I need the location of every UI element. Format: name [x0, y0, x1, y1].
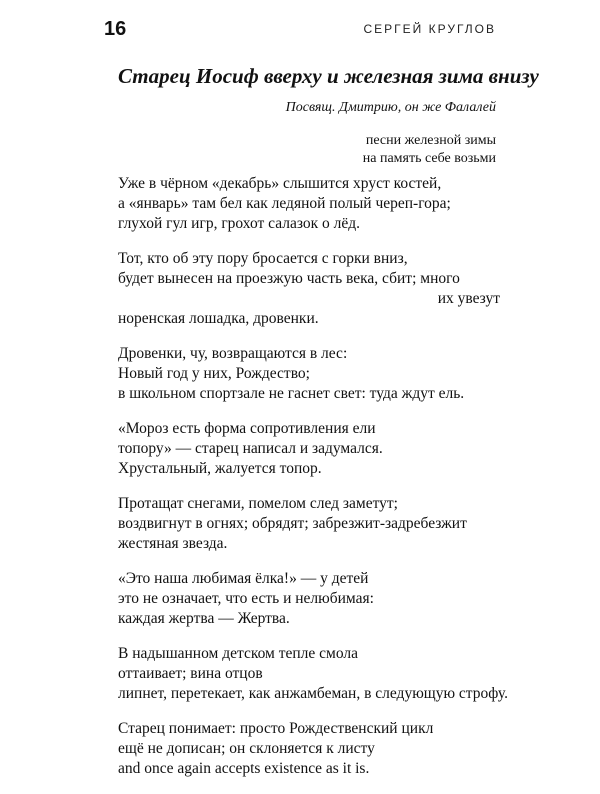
poem-line: Дровенки, чу, возвращаются в лес:	[118, 345, 348, 362]
epigraph-line: песни железной зимы	[365, 133, 496, 148]
page-number: 16	[104, 18, 127, 40]
epigraph-line: на память себе возьми	[362, 151, 496, 166]
poem-line: Уже в чёрном «декабрь» слышится хруст костей,	[118, 175, 442, 192]
poem-epigraph	[363, 132, 496, 168]
stanza	[118, 569, 500, 629]
poem-line: ещё не дописан; он склоняется к листу	[118, 740, 375, 757]
poem-title: Старец Иосиф вверху и железная зима внизу	[118, 64, 539, 88]
poem-line: липнет, перетекает, как анжамбеман, в следующую строфу.	[118, 685, 508, 702]
poem-line: воздвигнут в огнях; обрядят; забрезжит-задребезжит	[118, 515, 467, 532]
stanza	[118, 494, 500, 554]
poem-line: Новый год у них, Рождество;	[118, 365, 310, 382]
poem-line: норенская лошадка, дровенки.	[118, 310, 319, 327]
poem-line: оттаивает; вина отцов	[118, 665, 263, 682]
poem-line: and once again accepts existence as it is.	[118, 760, 370, 777]
poem-line: топору» — старец написал и задумался.	[118, 440, 383, 457]
poem-line: будет вынесен на проезжую часть века, сбит; много	[118, 270, 460, 287]
running-head-author: СЕРГЕЙ КРУГЛОВ	[363, 22, 496, 36]
stanza	[118, 419, 500, 479]
poem-line: каждая жертва — Жертва.	[118, 610, 290, 627]
stanza	[118, 719, 500, 779]
stanza	[118, 644, 508, 704]
stanza	[118, 249, 500, 329]
stanza	[118, 344, 500, 404]
poem-line: В надышанном детском тепле смола	[118, 645, 359, 662]
poem-line: Тот, кто об эту пору бросается с горки вниз,	[118, 250, 408, 267]
poem-line: глухой гул игр, грохот салазок о лёд.	[118, 215, 361, 232]
poem-line: Протащат снегами, помелом след заметут;	[118, 495, 398, 512]
poem-line: Хрустальный, жалуется топор.	[118, 460, 322, 477]
poem-line: а «январь» там бел как ледяной полый череп-гора;	[118, 195, 451, 212]
poem-line: в школьном спортзале не гаснет свет: туда ждут ель.	[118, 385, 465, 402]
poem-line: жестяная звезда.	[118, 535, 228, 552]
poem-line: «Мороз есть форма сопротивления ели	[118, 420, 376, 437]
poem-line-continuation: их увезут	[437, 290, 500, 307]
poem-line: Старец понимает: просто Рождественский цикл	[118, 720, 434, 737]
poem-dedication: Посвящ. Дмитрию, он же Фалалей	[285, 100, 496, 115]
poem-line: «Это наша любимая ёлка!» — у детей	[118, 570, 369, 587]
poem-body	[118, 174, 508, 794]
poem-line: это не означает, что есть и нелюбимая:	[118, 590, 374, 607]
stanza	[118, 174, 500, 234]
